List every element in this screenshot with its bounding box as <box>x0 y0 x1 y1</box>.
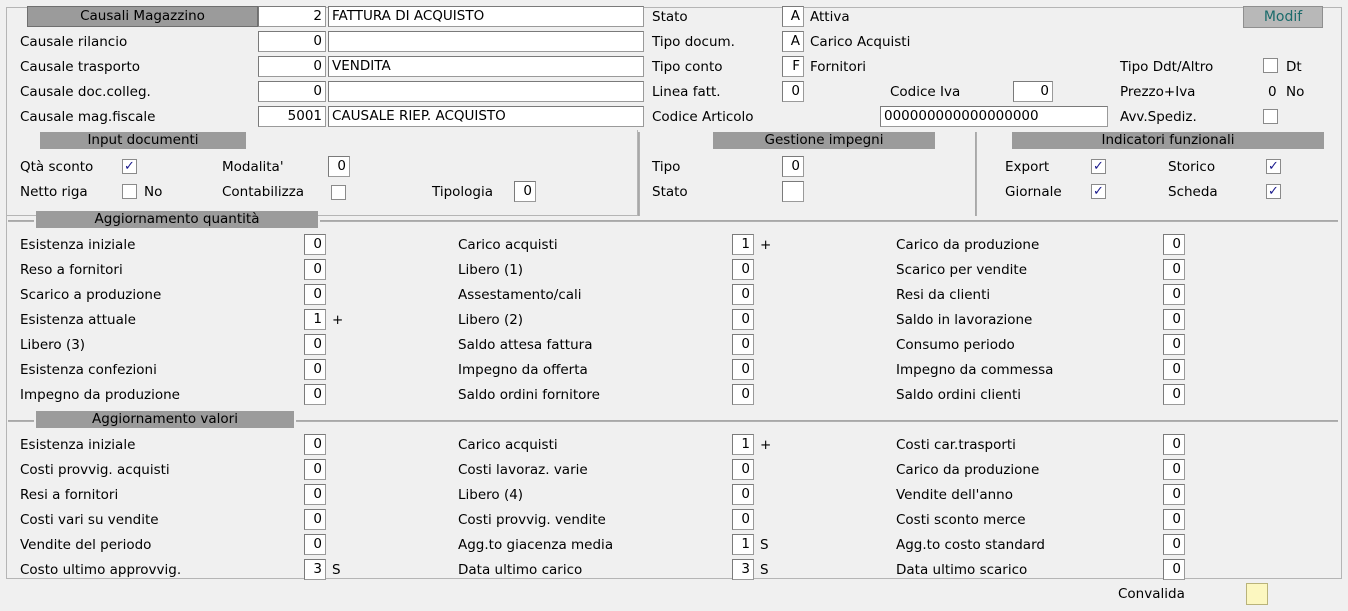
q-assestamento-cali-field[interactable]: 0 <box>732 284 754 305</box>
tipo-ddt-check-mark <box>1264 59 1277 72</box>
q-saldo-lavorazione-field[interactable]: 0 <box>1163 309 1185 330</box>
label-export: Export <box>1005 159 1050 175</box>
causale-code-field[interactable]: 2 <box>258 6 326 27</box>
label-q-saldo-ordini-clienti: Saldo ordini clienti <box>896 387 1022 403</box>
valori-rule-right <box>296 420 1338 422</box>
label-q-scarico-vendite: Scarico per vendite <box>896 262 1028 278</box>
scheda-checkbox[interactable] <box>1266 184 1281 199</box>
label-v-vendite-anno: Vendite dell'anno <box>896 487 1013 503</box>
q-saldo-ordini-clienti-field[interactable]: 0 <box>1163 384 1185 405</box>
v-costi-sconto-merce-field[interactable]: 0 <box>1163 509 1185 530</box>
label-q-saldo-lavorazione: Saldo in lavorazione <box>896 312 1033 328</box>
label-prezzo-iva: Prezzo+Iva <box>1120 84 1196 100</box>
causale-mag-fiscale-code[interactable]: 5001 <box>258 106 326 127</box>
v-agg-giacenza-media-suffix: S <box>760 537 769 553</box>
codice-iva-field[interactable]: 0 <box>1013 81 1053 102</box>
section-indicatori-funzionali: Indicatori funzionali <box>1012 132 1324 149</box>
label-q-assestamento-cali: Assestamento/cali <box>458 287 582 303</box>
label-q-reso-fornitori: Reso a fornitori <box>20 262 123 278</box>
tipo-docum-value-text: Carico Acquisti <box>810 34 911 50</box>
tipo-conto-value-text: Fornitori <box>810 59 867 75</box>
q-libero-2-field[interactable]: 0 <box>732 309 754 330</box>
label-giornale: Giornale <box>1005 184 1062 200</box>
causale-rilancio-text[interactable] <box>328 31 644 52</box>
label-codice-iva: Codice Iva <box>890 84 961 100</box>
label-v-agg-giacenza-media: Agg.to giacenza media <box>458 537 614 553</box>
impegni-tipo-field[interactable]: 0 <box>782 156 804 177</box>
v-vendite-periodo-field[interactable]: 0 <box>304 534 326 555</box>
netto-riga-suffix: No <box>144 184 163 200</box>
netto-riga-check-mark <box>123 185 136 198</box>
q-esistenza-iniziale-field[interactable]: 0 <box>304 234 326 255</box>
v-agg-costo-standard-field[interactable]: 0 <box>1163 534 1185 555</box>
v-costo-ultimo-approvvig-suffix: S <box>332 562 341 578</box>
contabilizza-check-mark <box>332 186 345 199</box>
label-contabilizza: Contabilizza <box>222 184 305 200</box>
q-scarico-vendite-field[interactable]: 0 <box>1163 259 1185 280</box>
panel-divider-2 <box>975 132 977 216</box>
label-q-esistenza-attuale: Esistenza attuale <box>20 312 136 328</box>
modalita-field[interactable]: 0 <box>328 156 350 177</box>
label-stato: Stato <box>652 9 688 25</box>
q-carico-acquisti-suffix: + <box>760 237 772 253</box>
label-v-agg-costo-standard: Agg.to costo standard <box>896 537 1045 553</box>
scheda-check-mark: ✓ <box>1268 184 1279 199</box>
label-q-scarico-produzione: Scarico a produzione <box>20 287 162 303</box>
v-costo-ultimo-approvvig-field[interactable]: 3 <box>304 559 326 580</box>
label-causale-trasporto: Causale trasporto <box>20 59 140 75</box>
causale-doc-colleg-code[interactable]: 0 <box>258 81 326 102</box>
q-esistenza-attuale-field[interactable]: 1 <box>304 309 326 330</box>
label-q-impegno-produzione: Impegno da produzione <box>20 387 180 403</box>
q-consumo-periodo-field[interactable]: 0 <box>1163 334 1185 355</box>
impegni-stato-field[interactable] <box>782 181 804 202</box>
label-tipo-conto: Tipo conto <box>652 59 723 75</box>
tipo-docum-code-field[interactable]: A <box>782 31 804 52</box>
v-data-ultimo-scarico-field[interactable]: 0 <box>1163 559 1185 580</box>
label-q-impegno-commessa: Impegno da commessa <box>896 362 1054 378</box>
stato-code-field[interactable]: A <box>782 6 804 27</box>
label-v-costi-car-trasporti: Costi car.trasporti <box>896 437 1016 453</box>
linea-fatt-field[interactable]: 0 <box>782 81 804 102</box>
label-tipo-docum: Tipo docum. <box>652 34 735 50</box>
label-netto-riga: Netto riga <box>20 184 88 200</box>
label-scheda: Scheda <box>1168 184 1218 200</box>
q-carico-produzione-field[interactable]: 0 <box>1163 234 1185 255</box>
q-esistenza-attuale-suffix: + <box>332 312 344 328</box>
label-q-libero-2: Libero (2) <box>458 312 524 328</box>
causale-rilancio-code[interactable]: 0 <box>258 31 326 52</box>
q-saldo-attesa-fattura-field[interactable]: 0 <box>732 334 754 355</box>
v-data-ultimo-carico-field[interactable]: 3 <box>732 559 754 580</box>
v-carico-acquisti-field[interactable]: 1 <box>732 434 754 455</box>
convalida-status-box[interactable] <box>1246 583 1268 605</box>
label-v-costi-provvig-acquisti: Costi provvig. acquisti <box>20 462 170 478</box>
q-impegno-produzione-field[interactable]: 0 <box>304 384 326 405</box>
label-q-impegno-offerta: Impegno da offerta <box>458 362 588 378</box>
causale-trasporto-text[interactable]: VENDITA <box>328 56 644 77</box>
v-costi-vari-vendite-field[interactable]: 0 <box>304 509 326 530</box>
label-q-carico-produzione: Carico da produzione <box>896 237 1040 253</box>
q-esistenza-confezioni-field[interactable]: 0 <box>304 359 326 380</box>
v-costi-car-trasporti-field[interactable]: 0 <box>1163 434 1185 455</box>
v-carico-produzione-field[interactable]: 0 <box>1163 459 1185 480</box>
label-v-data-ultimo-carico: Data ultimo carico <box>458 562 583 578</box>
v-vendite-anno-field[interactable]: 0 <box>1163 484 1185 505</box>
label-v-costi-vari-vendite: Costi vari su vendite <box>20 512 159 528</box>
label-causale-mag-fiscale: Causale mag.fiscale <box>20 109 156 125</box>
label-v-libero-4: Libero (4) <box>458 487 524 503</box>
label-causale-doc-colleg: Causale doc.colleg. <box>20 84 151 100</box>
quantita-rule-left <box>8 220 34 222</box>
label-q-consumo-periodo: Consumo periodo <box>896 337 1015 353</box>
label-storico: Storico <box>1168 159 1216 175</box>
label-q-resi-clienti: Resi da clienti <box>896 287 991 303</box>
avv-spediz-checkbox[interactable] <box>1263 109 1278 124</box>
label-v-resi-fornitori: Resi a fornitori <box>20 487 119 503</box>
v-costi-provvig-vendite-field[interactable]: 0 <box>732 509 754 530</box>
label-linea-fatt: Linea fatt. <box>652 84 721 100</box>
label-v-carico-produzione: Carico da produzione <box>896 462 1040 478</box>
label-avv-spediz: Avv.Spediz. <box>1120 109 1197 125</box>
section-input-documenti: Input documenti <box>40 132 246 149</box>
label-v-costi-lavoraz-varie: Costi lavoraz. varie <box>458 462 588 478</box>
avv-spediz-check-mark <box>1264 110 1277 123</box>
section-gestione-impegni: Gestione impegni <box>713 132 935 149</box>
label-qta-sconto: Qtà sconto <box>20 159 94 175</box>
v-data-ultimo-carico-suffix: S <box>760 562 769 578</box>
causale-doc-colleg-text[interactable] <box>328 81 644 102</box>
netto-riga-checkbox[interactable] <box>122 184 137 199</box>
label-tipologia: Tipologia <box>432 184 494 200</box>
label-v-costo-ultimo-approvvig: Costo ultimo approvvig. <box>20 562 182 578</box>
label-codice-articolo: Codice Articolo <box>652 109 754 125</box>
v-costi-lavoraz-varie-field[interactable]: 0 <box>732 459 754 480</box>
storico-checkbox[interactable] <box>1266 159 1281 174</box>
giornale-check-mark: ✓ <box>1093 184 1104 199</box>
tipologia-field[interactable]: 0 <box>514 181 536 202</box>
convalida-label: Convalida <box>1118 586 1185 602</box>
section-aggiornamento-valori: Aggiornamento valori <box>36 411 294 428</box>
label-v-costi-provvig-vendite: Costi provvig. vendite <box>458 512 606 528</box>
v-resi-fornitori-field[interactable]: 0 <box>304 484 326 505</box>
q-reso-fornitori-field[interactable]: 0 <box>304 259 326 280</box>
causale-description-field[interactable]: FATTURA DI ACQUISTO <box>328 6 644 27</box>
qta-sconto-checkbox[interactable] <box>122 159 137 174</box>
tipo-conto-code-field[interactable]: F <box>782 56 804 77</box>
export-check-mark: ✓ <box>1093 159 1104 174</box>
label-q-esistenza-confezioni: Esistenza confezioni <box>20 362 157 378</box>
q-impegno-commessa-field[interactable]: 0 <box>1163 359 1185 380</box>
panel-divider-1 <box>638 132 640 216</box>
label-v-esistenza-iniziale: Esistenza iniziale <box>20 437 136 453</box>
label-tipo-ddt-altro: Tipo Ddt/Altro <box>1120 59 1214 75</box>
v-esistenza-iniziale-field[interactable]: 0 <box>304 434 326 455</box>
label-q-libero-3: Libero (3) <box>20 337 86 353</box>
label-causale-rilancio: Causale rilancio <box>20 34 128 50</box>
v-agg-giacenza-media-field[interactable]: 1 <box>732 534 754 555</box>
label-q-saldo-attesa-fattura: Saldo attesa fattura <box>458 337 593 353</box>
tipo-ddt-suffix: Dt <box>1286 59 1302 75</box>
giornale-checkbox[interactable] <box>1091 184 1106 199</box>
q-impegno-offerta-field[interactable]: 0 <box>732 359 754 380</box>
prezzo-iva-value[interactable]: 0 <box>1268 84 1277 100</box>
q-scarico-produzione-field[interactable]: 0 <box>304 284 326 305</box>
modif-indicator: Modif <box>1243 6 1323 28</box>
causale-mag-fiscale-text[interactable]: CAUSALE RIEP. ACQUISTO <box>328 106 644 127</box>
label-v-vendite-periodo: Vendite del periodo <box>20 537 152 553</box>
group-header-causali-magazzino: Causali Magazzino <box>27 6 258 27</box>
valori-rule-left <box>8 420 34 422</box>
causale-trasporto-code[interactable]: 0 <box>258 56 326 77</box>
label-impegni-tipo: Tipo <box>652 159 681 175</box>
codice-articolo-field[interactable]: 000000000000000000 <box>880 106 1108 127</box>
label-q-saldo-ordini-fornitore: Saldo ordini fornitore <box>458 387 600 403</box>
label-v-carico-acquisti: Carico acquisti <box>458 437 558 453</box>
quantita-rule-right <box>320 220 1338 222</box>
section-aggiornamento-quantita: Aggiornamento quantità <box>36 211 318 228</box>
prezzo-iva-suffix: No <box>1286 84 1305 100</box>
q-libero-1-field[interactable]: 0 <box>732 259 754 280</box>
q-resi-clienti-field[interactable]: 0 <box>1163 284 1185 305</box>
v-carico-acquisti-suffix: + <box>760 437 772 453</box>
label-q-libero-1: Libero (1) <box>458 262 524 278</box>
label-q-carico-acquisti: Carico acquisti <box>458 237 558 253</box>
q-carico-acquisti-field[interactable]: 1 <box>732 234 754 255</box>
v-libero-4-field[interactable]: 0 <box>732 484 754 505</box>
export-checkbox[interactable] <box>1091 159 1106 174</box>
q-saldo-ordini-fornitore-field[interactable]: 0 <box>732 384 754 405</box>
label-v-costi-sconto-merce: Costi sconto merce <box>896 512 1026 528</box>
tipo-ddt-checkbox[interactable] <box>1263 58 1278 73</box>
label-q-esistenza-iniziale: Esistenza iniziale <box>20 237 136 253</box>
q-libero-3-field[interactable]: 0 <box>304 334 326 355</box>
label-v-data-ultimo-scarico: Data ultimo scarico <box>896 562 1028 578</box>
label-impegni-stato: Stato <box>652 184 688 200</box>
label-modalita: Modalita' <box>222 159 284 175</box>
stato-value-text: Attiva <box>810 9 850 25</box>
v-costi-provvig-acquisti-field[interactable]: 0 <box>304 459 326 480</box>
qta-sconto-check-mark: ✓ <box>124 159 135 174</box>
contabilizza-checkbox[interactable] <box>331 185 346 200</box>
storico-check-mark: ✓ <box>1268 159 1279 174</box>
